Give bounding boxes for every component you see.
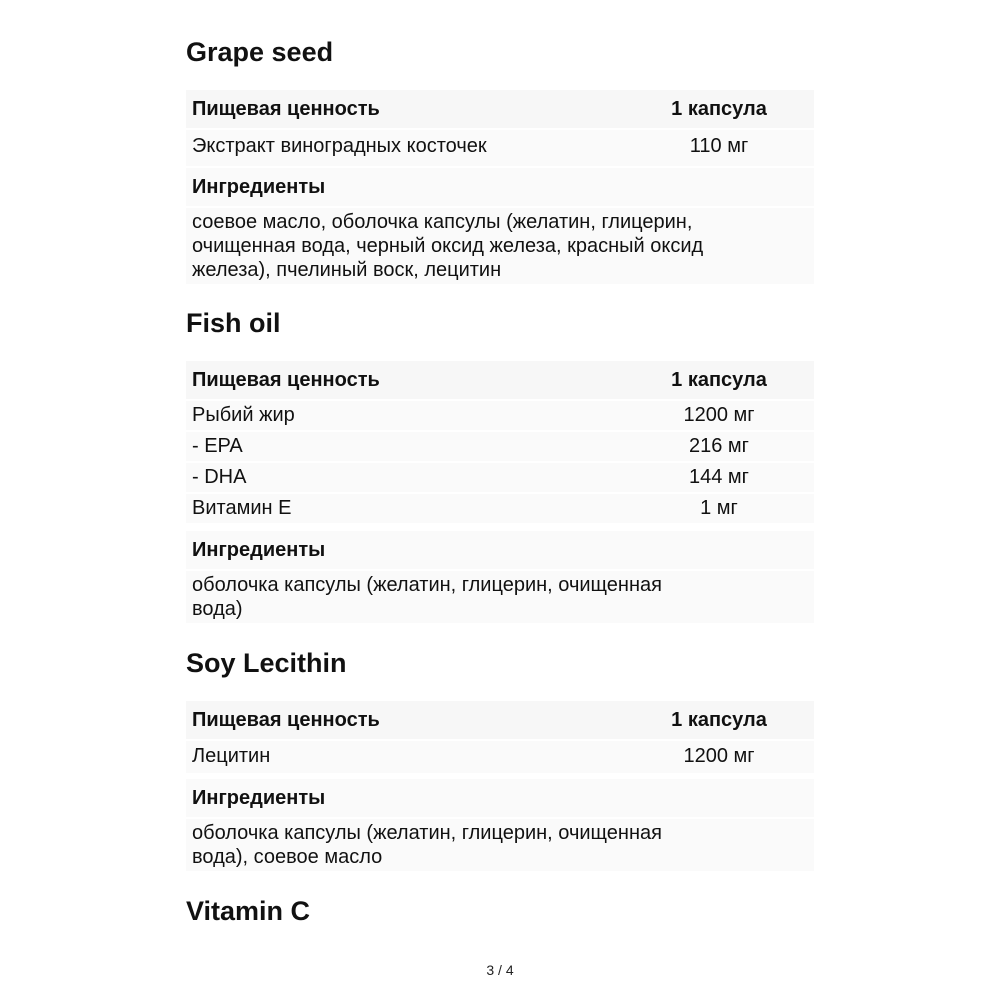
nutrient-amount: 1200 мг (683, 745, 755, 767)
table-row (186, 494, 814, 523)
ingredients-row (186, 819, 814, 871)
nutrient-amount: 110 мг (689, 135, 749, 157)
nutrient-amount: 1 мг (700, 497, 738, 519)
nutrient-amount: 144 мг (689, 466, 749, 488)
section-title-grape-seed: Grape seed (186, 37, 334, 67)
header-label: Пищевая ценность (192, 709, 380, 731)
nutrient-name: Экстракт виноградных косточек (192, 135, 487, 157)
section-title-fish-oil: Fish oil (186, 308, 281, 338)
ingredients-header-row (186, 779, 814, 817)
ingredients-text: оболочка капсулы (желатин, глицерин, очищенная вода), соевое масло (192, 822, 662, 868)
header-serving: 1 капсула (671, 98, 767, 120)
ingredients-row (186, 208, 814, 284)
ingredients-label: Ингредиенты (192, 787, 326, 809)
ingredients-text: оболочка капсулы (желатин, глицерин, очищенная вода) (192, 574, 662, 620)
table-row (186, 463, 814, 492)
table-row (186, 130, 814, 166)
table-row (186, 401, 814, 430)
ingredients-header-row (186, 168, 814, 206)
nutrient-name: Витамин E (192, 497, 292, 519)
table-row (186, 432, 814, 461)
nutrient-amount: 216 мг (689, 435, 749, 457)
ingredients-text: соевое масло, оболочка капсулы (желатин, глицерин, очищенная вода, черный оксид железа, красный оксид железа), пчелиный воск, лецитин (192, 211, 704, 281)
header-serving: 1 капсула (671, 369, 767, 391)
table-row (186, 741, 814, 773)
ingredients-label: Ингредиенты (192, 176, 326, 198)
header-label: Пищевая ценность (192, 98, 380, 120)
ingredients-label: Ингредиенты (192, 539, 326, 561)
section-title-soy-lecithin: Soy Lecithin (186, 648, 347, 678)
nutrient-name: - DHA (192, 466, 247, 488)
table-header-row (186, 90, 814, 128)
header-serving: 1 капсула (671, 709, 767, 731)
page-indicator: 3 / 4 (486, 962, 514, 978)
ingredients-header-row (186, 531, 814, 569)
ingredients-row (186, 571, 814, 623)
nutrient-name: Рыбий жир (192, 404, 295, 426)
nutrient-name: Лецитин (192, 745, 271, 767)
header-label: Пищевая ценность (192, 369, 380, 391)
table-header-row (186, 701, 814, 739)
nutrient-amount: 1200 мг (683, 404, 755, 426)
section-title-vitamin-c: Vitamin C (186, 896, 311, 926)
nutrient-name: - EPA (192, 435, 243, 457)
table-header-row (186, 361, 814, 399)
